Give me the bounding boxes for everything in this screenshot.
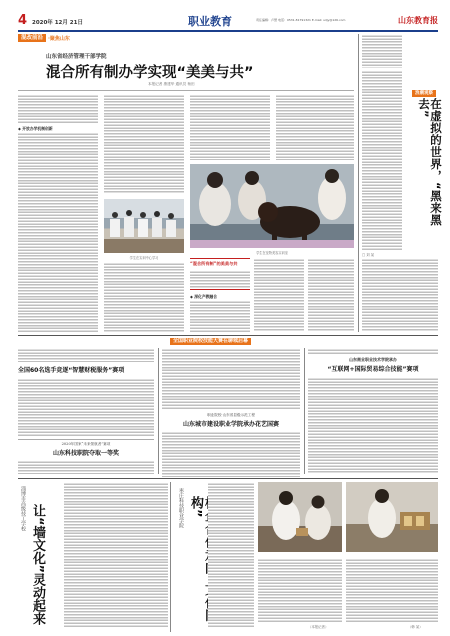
body-text-col1b: [18, 132, 98, 332]
pull-quote-box: [190, 258, 250, 290]
photo-caption: 学生在实训中心学习: [129, 256, 159, 260]
middle-center-headline: 山东城市建设职业学院承办花艺国赛: [182, 421, 279, 428]
attribution-1: （本报记者）: [308, 625, 329, 629]
dog-grooming-photo: [190, 164, 354, 248]
middle-right-text-top: [308, 348, 438, 354]
middle-center-kicker: 职业院校·山东省县级示范工程: [207, 413, 255, 417]
workshop-photo-2-art: [346, 482, 438, 552]
middle-left-substory: [18, 439, 154, 474]
bottom-left-story: [18, 482, 168, 632]
middle-left-text-top: [18, 348, 154, 362]
pull-quote: “混合所有制”的美美与共: [190, 261, 238, 266]
sub-head-1: ◆ 开放办学机制创新: [18, 126, 53, 131]
workshop-photo-2: [346, 482, 438, 552]
bottom-left-headline: 让“墙文化”灵动起来: [30, 504, 45, 626]
right-col-text-top: [362, 34, 402, 68]
issue-date: 2020年 12月 21日: [32, 20, 83, 26]
middle-right-text: [308, 377, 438, 473]
workshop-photo-1: [258, 482, 342, 552]
story-headline: 混合所有制办学实现“美美与共”: [46, 65, 254, 81]
dog-photo-caption: 学生在宠物美容实训室: [256, 251, 288, 255]
series-label: [18, 34, 70, 42]
middle-center-text-bottom: [162, 431, 300, 477]
middle-divider-2: [304, 348, 305, 474]
series-subtitle: ·聚焦山东: [48, 35, 70, 42]
middle-center-text-top: [162, 348, 300, 410]
middle-left-sub: 2020年国家“未来领航者”赛项: [61, 442, 111, 446]
section-title: 职业教育: [188, 15, 232, 28]
workshop-photo-1-art: [258, 482, 342, 552]
body-text-col3c: [190, 300, 250, 332]
masthead: [18, 13, 438, 29]
middle-left-story: [18, 348, 154, 476]
body-text-col4b: [308, 258, 354, 332]
body-text-col2b: [104, 262, 184, 332]
bottom-section-rule: [18, 478, 438, 479]
bottom-left-kicker: 淄博市高级技工学校: [20, 486, 26, 531]
newspaper-logo: 山东教育报: [398, 15, 438, 25]
right-column: [362, 34, 443, 332]
right-column-divider: [358, 34, 359, 332]
bottom-center-kicker: 枣庄科技职业学院: [178, 488, 184, 528]
middle-left-text-mid: [18, 378, 154, 436]
story-kicker: 山东省经济管理干部学院: [46, 54, 107, 60]
middle-center-story: [162, 348, 300, 476]
headline-rule: [18, 90, 354, 91]
series-tag: 混改前沿: [18, 34, 46, 42]
commentary-tag: 浪潮观察: [412, 90, 436, 97]
right-col-text-bottom: [362, 258, 438, 332]
middle-right-story: [308, 348, 438, 476]
middle-divider-1: [158, 348, 159, 474]
commentary-author: □ 刘 某: [362, 253, 375, 257]
bottom-divider-1: [170, 482, 171, 632]
middle-left-text-bottom: [18, 460, 154, 474]
middle-left-headline-1: 全国60名选手竞逐“智慧财税服务”赛项: [18, 367, 125, 374]
attribution-2: （韩 某）: [408, 625, 423, 629]
right-col-text-main: [362, 70, 402, 250]
masthead-rule: [18, 30, 438, 32]
commentary-headline: 在虚拟的世界，“黑来黑去”: [417, 98, 443, 227]
bottom-left-text: [64, 482, 168, 628]
pull-quote-text: [190, 270, 250, 288]
middle-right-headline: “互联网+国际贸易综合技能”赛项: [327, 366, 419, 373]
bottom-center-headline: 构”: [188, 496, 203, 518]
contact-line: 责任编辑：卢慧 电话：0531-81791321 E-mail: sdjy@126.com: [256, 18, 346, 22]
bottom-right-area: [258, 482, 438, 632]
body-text-col4a: [276, 94, 354, 160]
middle-band-rule: [18, 335, 438, 336]
classroom-photo: [104, 199, 184, 253]
body-text-col1a: [18, 94, 98, 124]
page-number: 4: [18, 13, 28, 28]
competition-tag: 全国职业院校技能大赛在聊城启幕: [170, 338, 251, 345]
main-story: [18, 34, 354, 334]
bottom-center-story: [174, 482, 254, 632]
bottom-right-text-1: [258, 558, 342, 622]
bottom-center-text: [208, 482, 254, 628]
bottom-right-text-2: [346, 558, 438, 622]
classroom-photo-art: [104, 199, 184, 253]
dog-grooming-photo-art: [190, 164, 354, 248]
story-byline: 本报记者 康建华 通讯员 杨田: [148, 82, 195, 86]
middle-right-kicker: 山东商业职业技术学院承办: [349, 357, 397, 362]
sub-head-2: ◆ 深化产教融合: [190, 294, 218, 299]
middle-left-headline-2: 山东科技职院夺取一等奖: [52, 450, 119, 457]
body-text-col2a: [104, 94, 184, 194]
body-text-col3a: [190, 94, 270, 160]
body-text-col3b: [254, 258, 304, 332]
